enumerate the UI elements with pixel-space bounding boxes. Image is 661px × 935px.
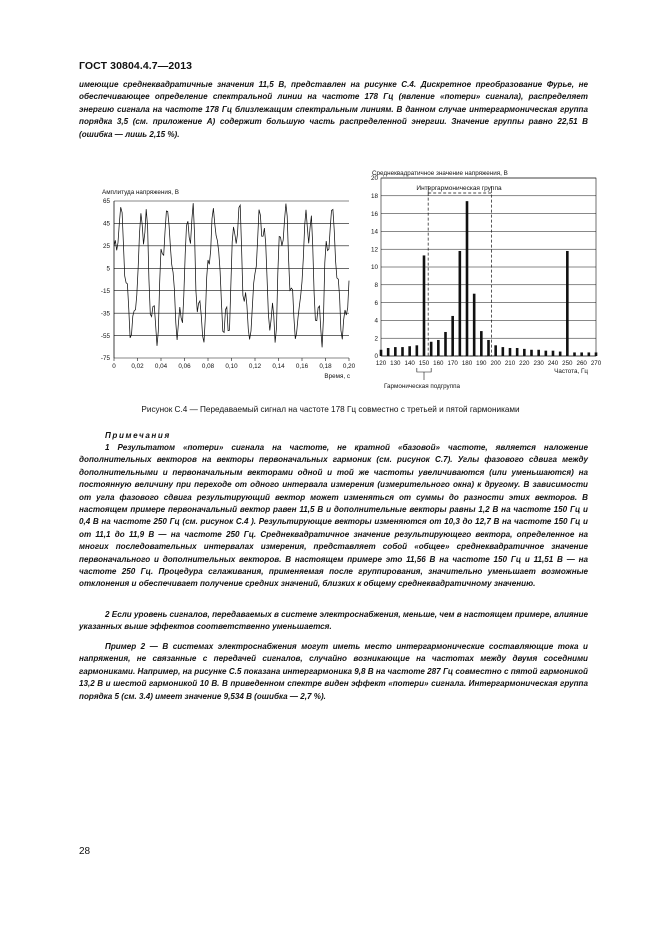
harmonic-subgroup-label: Гармоническая подгруппа	[384, 383, 461, 390]
spectrum-xlabel: Частота, Гц	[554, 368, 588, 375]
spectrum-bar	[545, 351, 548, 356]
spectrum-bar	[466, 201, 469, 356]
spectrum-x-tick-label: 230	[533, 360, 544, 367]
spectrum-y-tick-label: 0	[374, 353, 378, 361]
waveform-x-tick-label: 0,16	[295, 363, 309, 370]
spectrum-bar	[580, 352, 583, 356]
spectrum-bar	[387, 348, 390, 356]
spectrum-x-tick-label: 240	[547, 360, 559, 367]
waveform-x-tick-label: 0,12	[248, 363, 262, 370]
waveform-x-tick-label: 0,06	[178, 363, 191, 370]
waveform-y-tick-label: 25	[102, 243, 110, 251]
spectrum-y-tick-label: 18	[370, 193, 378, 200]
waveform-y-tick-label: 5	[106, 265, 110, 273]
spectrum-ylabel: Среднеквадратичное значение напряжения, В	[372, 170, 508, 177]
spectrum-y-tick-label: 14	[370, 228, 378, 236]
spectrum-x-tick-label: 170	[447, 360, 458, 367]
waveform-series-line	[114, 203, 349, 347]
intro-paragraph: имеющие среднеквадратичные значения 11,5 В, представлен на рисунке С.4. Дискретное преобразование Фурье, не обеспечивающее определение спектральной линии на частоте 178 Гц (явление «потери» сигнала), распределяет энергию сигнала на частоте 178 Гц близлежащим спектральным линиям. В данном случае интергармоническая группа порядка 3,5 (см. приложение А) содержит большую часть распределенной энергии. Значение группы равно 22,51 В (ошибка — лишь 2,15 %).	[79, 80, 588, 139]
note-2: 2 Если уровень сигналов, передаваемых в системе электроснабжения, меньше, чем в настоящем примере, влияние указанных выше эффектов соответственно уменьшается.	[79, 610, 588, 632]
figure-caption: Рисунок С.4 — Передаваемый сигнал на частоте 178 Гц совместно с третьей и пятой гармониками	[141, 405, 520, 414]
spectrum-bar	[530, 350, 533, 356]
spectrum-bar	[559, 352, 562, 356]
waveform-y-tick-label: -35	[100, 310, 110, 318]
waveform-y-tick-label: -15	[100, 287, 110, 295]
spectrum-x-tick-label: 200	[490, 360, 501, 367]
waveform-y-tick-label: -75	[100, 355, 110, 363]
spectrum-x-tick-label: 220	[519, 360, 530, 367]
spectrum-bar	[444, 332, 447, 356]
spectrum-x-tick-label: 150	[418, 360, 430, 367]
spectrum-bar	[423, 255, 426, 356]
page-number: 28	[79, 846, 91, 857]
waveform-x-tick-label: 0	[112, 363, 116, 370]
spectrum-bar	[473, 294, 476, 356]
spectrum-bar	[416, 345, 419, 356]
spectrum-x-tick-label: 260	[576, 360, 587, 367]
spectrum-y-tick-label: 10	[370, 264, 378, 272]
spectrum-y-tick-label: 12	[370, 246, 378, 254]
spectrum-y-tick-label: 4	[374, 317, 378, 325]
spectrum-bar	[573, 352, 576, 356]
spectrum-bar	[451, 316, 454, 356]
waveform-x-tick-label: 0,02	[131, 363, 144, 370]
waveform-xlabel: Время, с	[324, 373, 350, 380]
spectrum-chart	[362, 166, 612, 390]
note-1: 1 Результатом «потери» сигнала на частоте, не кратной «базовой» частоте, является наложение дополнительных векторов на векторы первоначальных гармоник (см. рисунок С.7). Углы фазового сдвига между дополнительными и первоначальным векторами одной и той же частоты увеличиваются (или уменьшаются) на постоянную величину при переходе от одного интервала измерения (измерительного окна) к другому. В зависимости от угла фазового сдвига результирующий вектор может изменяться от суммы до разности этих векторов. В настоящем примере первоначальный вектор равен 11,5 В и дополнительные векторы равны 1,2 В на частоте 150 Гц и 0,4 В на частоте 250 Гц (см. рисунок С.4 ). Результирующие векторы изменяются от 10,3 до 12,7 В на частоте 150 Гц и от 11,1 до 11,9 В — на частоте 250 Гц. Среднеквадратичное значение результирующего вектора, определенное на многих последовательных интервалах измерения, представляет собой «общее» среднеквадратичное значение первоначального и дополнительных векторов. В настоящем примере это 11,56 В на частоте 150 Гц и 11,51 В — на частоте 250 Гц. Процедура сглаживания, применяемая после группирования, значительно уменьшает возможные отклонения и обеспечивает получение средних значений, близких к общему среднеквадратичному значению.	[79, 443, 588, 589]
spectrum-bar	[380, 350, 383, 356]
spectrum-bar	[437, 340, 440, 356]
spectrum-bar	[516, 348, 519, 356]
spectrum-bar	[588, 352, 591, 356]
waveform-y-tick-label: 45	[102, 220, 110, 228]
spectrum-x-tick-label: 140	[404, 360, 415, 367]
spectrum-x-tick-label: 130	[390, 360, 401, 367]
spectrum-bar	[537, 350, 540, 356]
waveform-x-tick-label: 0,08	[201, 363, 215, 370]
spectrum-bar	[552, 351, 555, 356]
spectrum-bar	[459, 251, 462, 356]
spectrum-bar	[430, 342, 433, 356]
spectrum-y-tick-label: 2	[374, 335, 378, 343]
waveform-chart	[79, 182, 364, 382]
interharmonic-group-label: Интергармоническая группа	[416, 185, 502, 192]
spectrum-bar	[394, 347, 397, 356]
waveform-x-tick-label: 0,10	[225, 363, 238, 370]
spectrum-y-tick-label: 6	[374, 299, 378, 307]
waveform-ylabel: Амплитуда напряжения, В	[102, 189, 179, 196]
spectrum-bar	[509, 348, 512, 356]
spectrum-bar	[408, 346, 411, 356]
spectrum-x-tick-label: 250	[562, 360, 573, 367]
harmonic-subgroup-bracket	[417, 368, 431, 372]
notes-title: Примечания	[105, 431, 171, 440]
spectrum-x-tick-label: 210	[504, 360, 516, 367]
spectrum-bar	[401, 347, 404, 356]
spectrum-bar	[595, 352, 598, 356]
spectrum-x-tick-label: 190	[476, 360, 487, 367]
spectrum-x-tick-label: 120	[375, 360, 387, 367]
waveform-y-tick-label: -55	[100, 332, 110, 340]
spectrum-x-tick-label: 270	[590, 360, 602, 367]
waveform-x-tick-label: 0,20	[342, 363, 356, 370]
spectrum-bar	[523, 349, 526, 356]
spectrum-bar	[487, 340, 490, 356]
spectrum-x-tick-label: 180	[461, 360, 473, 367]
waveform-x-tick-label: 0,18	[319, 363, 332, 370]
waveform-x-tick-label: 0,04	[154, 363, 168, 370]
spectrum-bar	[494, 345, 497, 356]
waveform-x-tick-label: 0,14	[272, 363, 285, 370]
spectrum-y-tick-label: 20	[370, 175, 378, 183]
spectrum-bar	[566, 251, 569, 356]
waveform-y-tick-label: 65	[102, 198, 110, 206]
spectrum-x-tick-label: 160	[433, 360, 444, 367]
standard-header: ГОСТ 30804.4.7—2013	[79, 60, 193, 72]
spectrum-y-tick-label: 8	[374, 282, 378, 289]
example-2-paragraph: Пример 2 — В системах электроснабжения могут иметь место интергармонические составляющие тока и напряжения, не связанные с передачей сигналов, случайно возникающие на частотах между двумя соседними гармониками. Например, на рисунке С.5 показана интергармоника 9,8 В на частоте 287 Гц совместно с пятой гармоникой 13,2 В и шестой гармоникой 10 В. В приведенном спектре виден эффект «потери» сигнала. Интергармоническая группа порядка 5 (см. 3.4) имеет значение 9,534 В (ошибка — 2,7 %).	[79, 642, 588, 701]
spectrum-bar	[502, 347, 505, 356]
spectrum-bar	[480, 331, 483, 356]
spectrum-y-tick-label: 16	[370, 210, 378, 218]
